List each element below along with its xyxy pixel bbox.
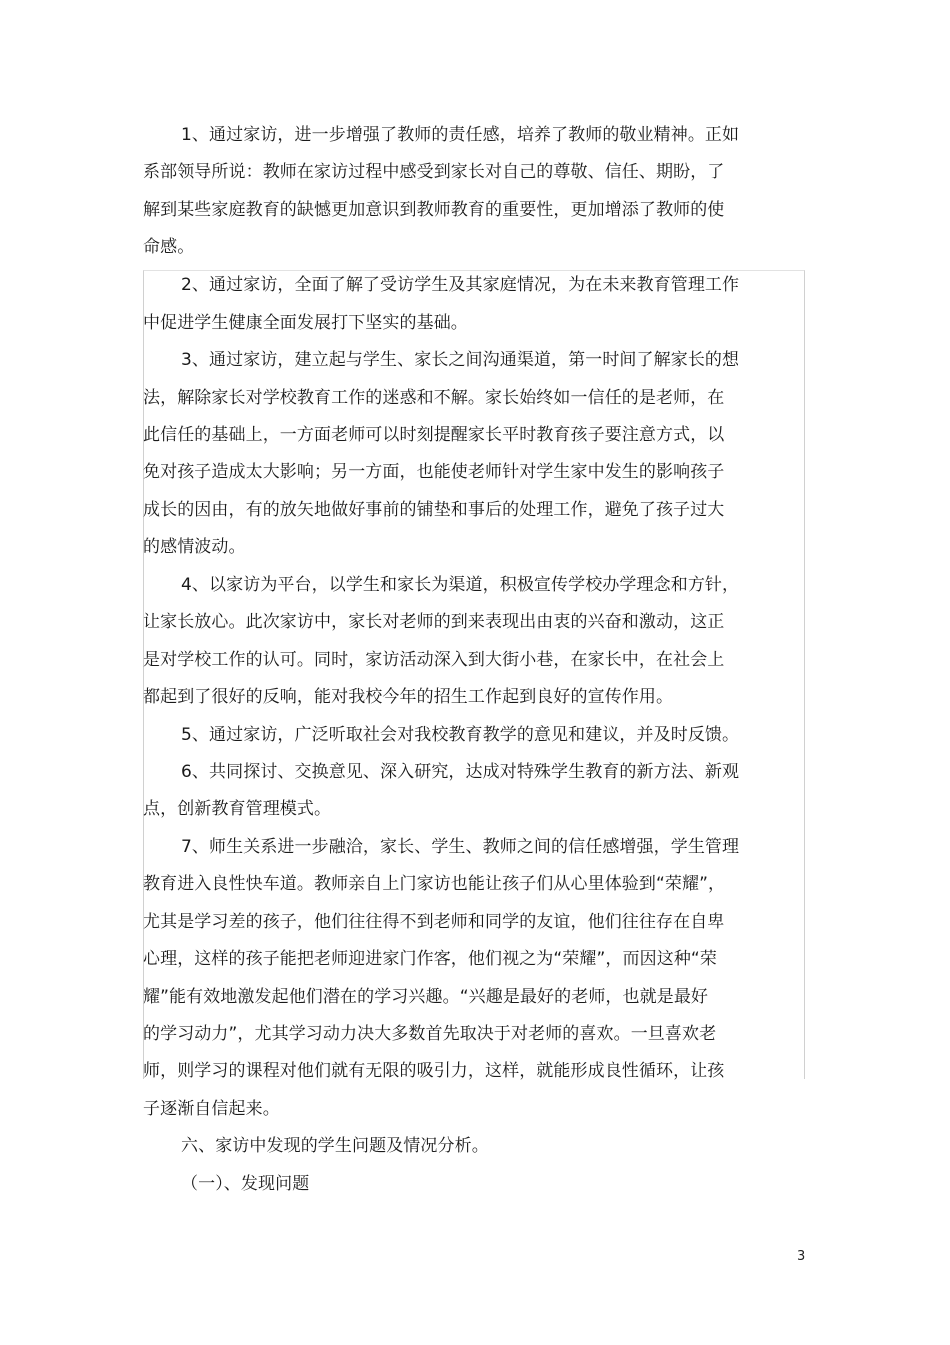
text-line: 3、通过家访，建立起与学生、家长之间沟通渠道，第一时间了解家长的想 <box>181 350 740 370</box>
text-line: 中促进学生健康全面发展打下坚实的基础。 <box>143 313 468 333</box>
text-line: 7、师生关系进一步融洽，家长、学生、教师之间的信任感增强，学生管理 <box>181 837 740 857</box>
text-line: 解到某些家庭教育的缺憾更加意识到教师教育的重要性，更加增添了教师的使 <box>143 200 725 220</box>
page-number: 3 <box>797 1249 806 1264</box>
text-line: 尤其是学习差的孩子，他们往往得不到老师和同学的友谊，他们往往存在自卑 <box>143 912 725 932</box>
text-line: 教育进入良性快车道。教师亲自上门家访也能让孩子们从心里体验到“荣耀”， <box>143 874 726 894</box>
text-line: 师，则学习的课程对他们就有无限的吸引力，这样，就能形成良性循环，让孩 <box>143 1061 725 1081</box>
text-line: 的感情波动。 <box>143 537 246 557</box>
text-line: 命感。 <box>143 237 195 257</box>
text-line: 2、通过家访，全面了解了受访学生及其家庭情况，为在未来教育管理工作 <box>181 275 740 295</box>
text-line: 点，创新教育管理模式。 <box>143 799 332 819</box>
text-line: 免对孩子造成太大影响；另一方面，也能使老师针对学生家中发生的影响孩子 <box>143 462 725 482</box>
text-line: 1、通过家访，进一步增强了教师的责任感，培养了教师的敬业精神。正如 <box>181 125 740 145</box>
section-heading: 六、家访中发现的学生问题及情况分析。 <box>181 1136 489 1156</box>
text-line: 是对学校工作的认可。同时，家访活动深入到大街小巷，在家长中，在社会上 <box>143 650 725 670</box>
text-line: 5、通过家访，广泛听取社会对我校教育教学的意见和建议，并及时反馈。 <box>181 725 740 745</box>
text-line: 心理，这样的孩子能把老师迎进家门作客，他们视之为“荣耀”，而因这种“荣 <box>143 949 717 969</box>
text-line: 此信任的基础上，一方面老师可以时刻提醒家长平时教育孩子要注意方式，以 <box>143 425 725 445</box>
text-line: 都起到了很好的反响，能对我校今年的招生工作起到良好的宣传作用。 <box>143 687 674 707</box>
text-line: 法，解除家长对学校教育工作的迷惑和不解。家长始终如一信任的是老师，在 <box>143 388 725 408</box>
text-line: 系部领导所说：教师在家访过程中感受到家长对自己的尊敬、信任、期盼，了 <box>143 162 725 182</box>
subsection-heading: （一）、发现问题 <box>181 1174 310 1194</box>
text-line: 成长的因由，有的放矢地做好事前的铺垫和事后的处理工作，避免了孩子过大 <box>143 500 725 520</box>
text-line: 4、以家访为平台，以学生和家长为渠道，积极宣传学校办学理念和方针， <box>181 575 740 595</box>
text-line: 子逐渐自信起来。 <box>143 1099 280 1119</box>
text-line: 的学习动力”，尤其学习动力决大多数首先取决于对老师的喜欢。一旦喜欢老 <box>143 1024 717 1044</box>
text-line: 耀”能有效地激发起他们潜在的学习兴趣。“兴趣是最好的老师，也就是最好 <box>143 987 709 1007</box>
text-line: 让家长放心。此次家访中，家长对老师的到来表现出由衷的兴奋和激动，这正 <box>143 612 725 632</box>
text-line: 6、共同探讨、交换意见、深入研究，达成对特殊学生教育的新方法、新观 <box>181 762 740 782</box>
